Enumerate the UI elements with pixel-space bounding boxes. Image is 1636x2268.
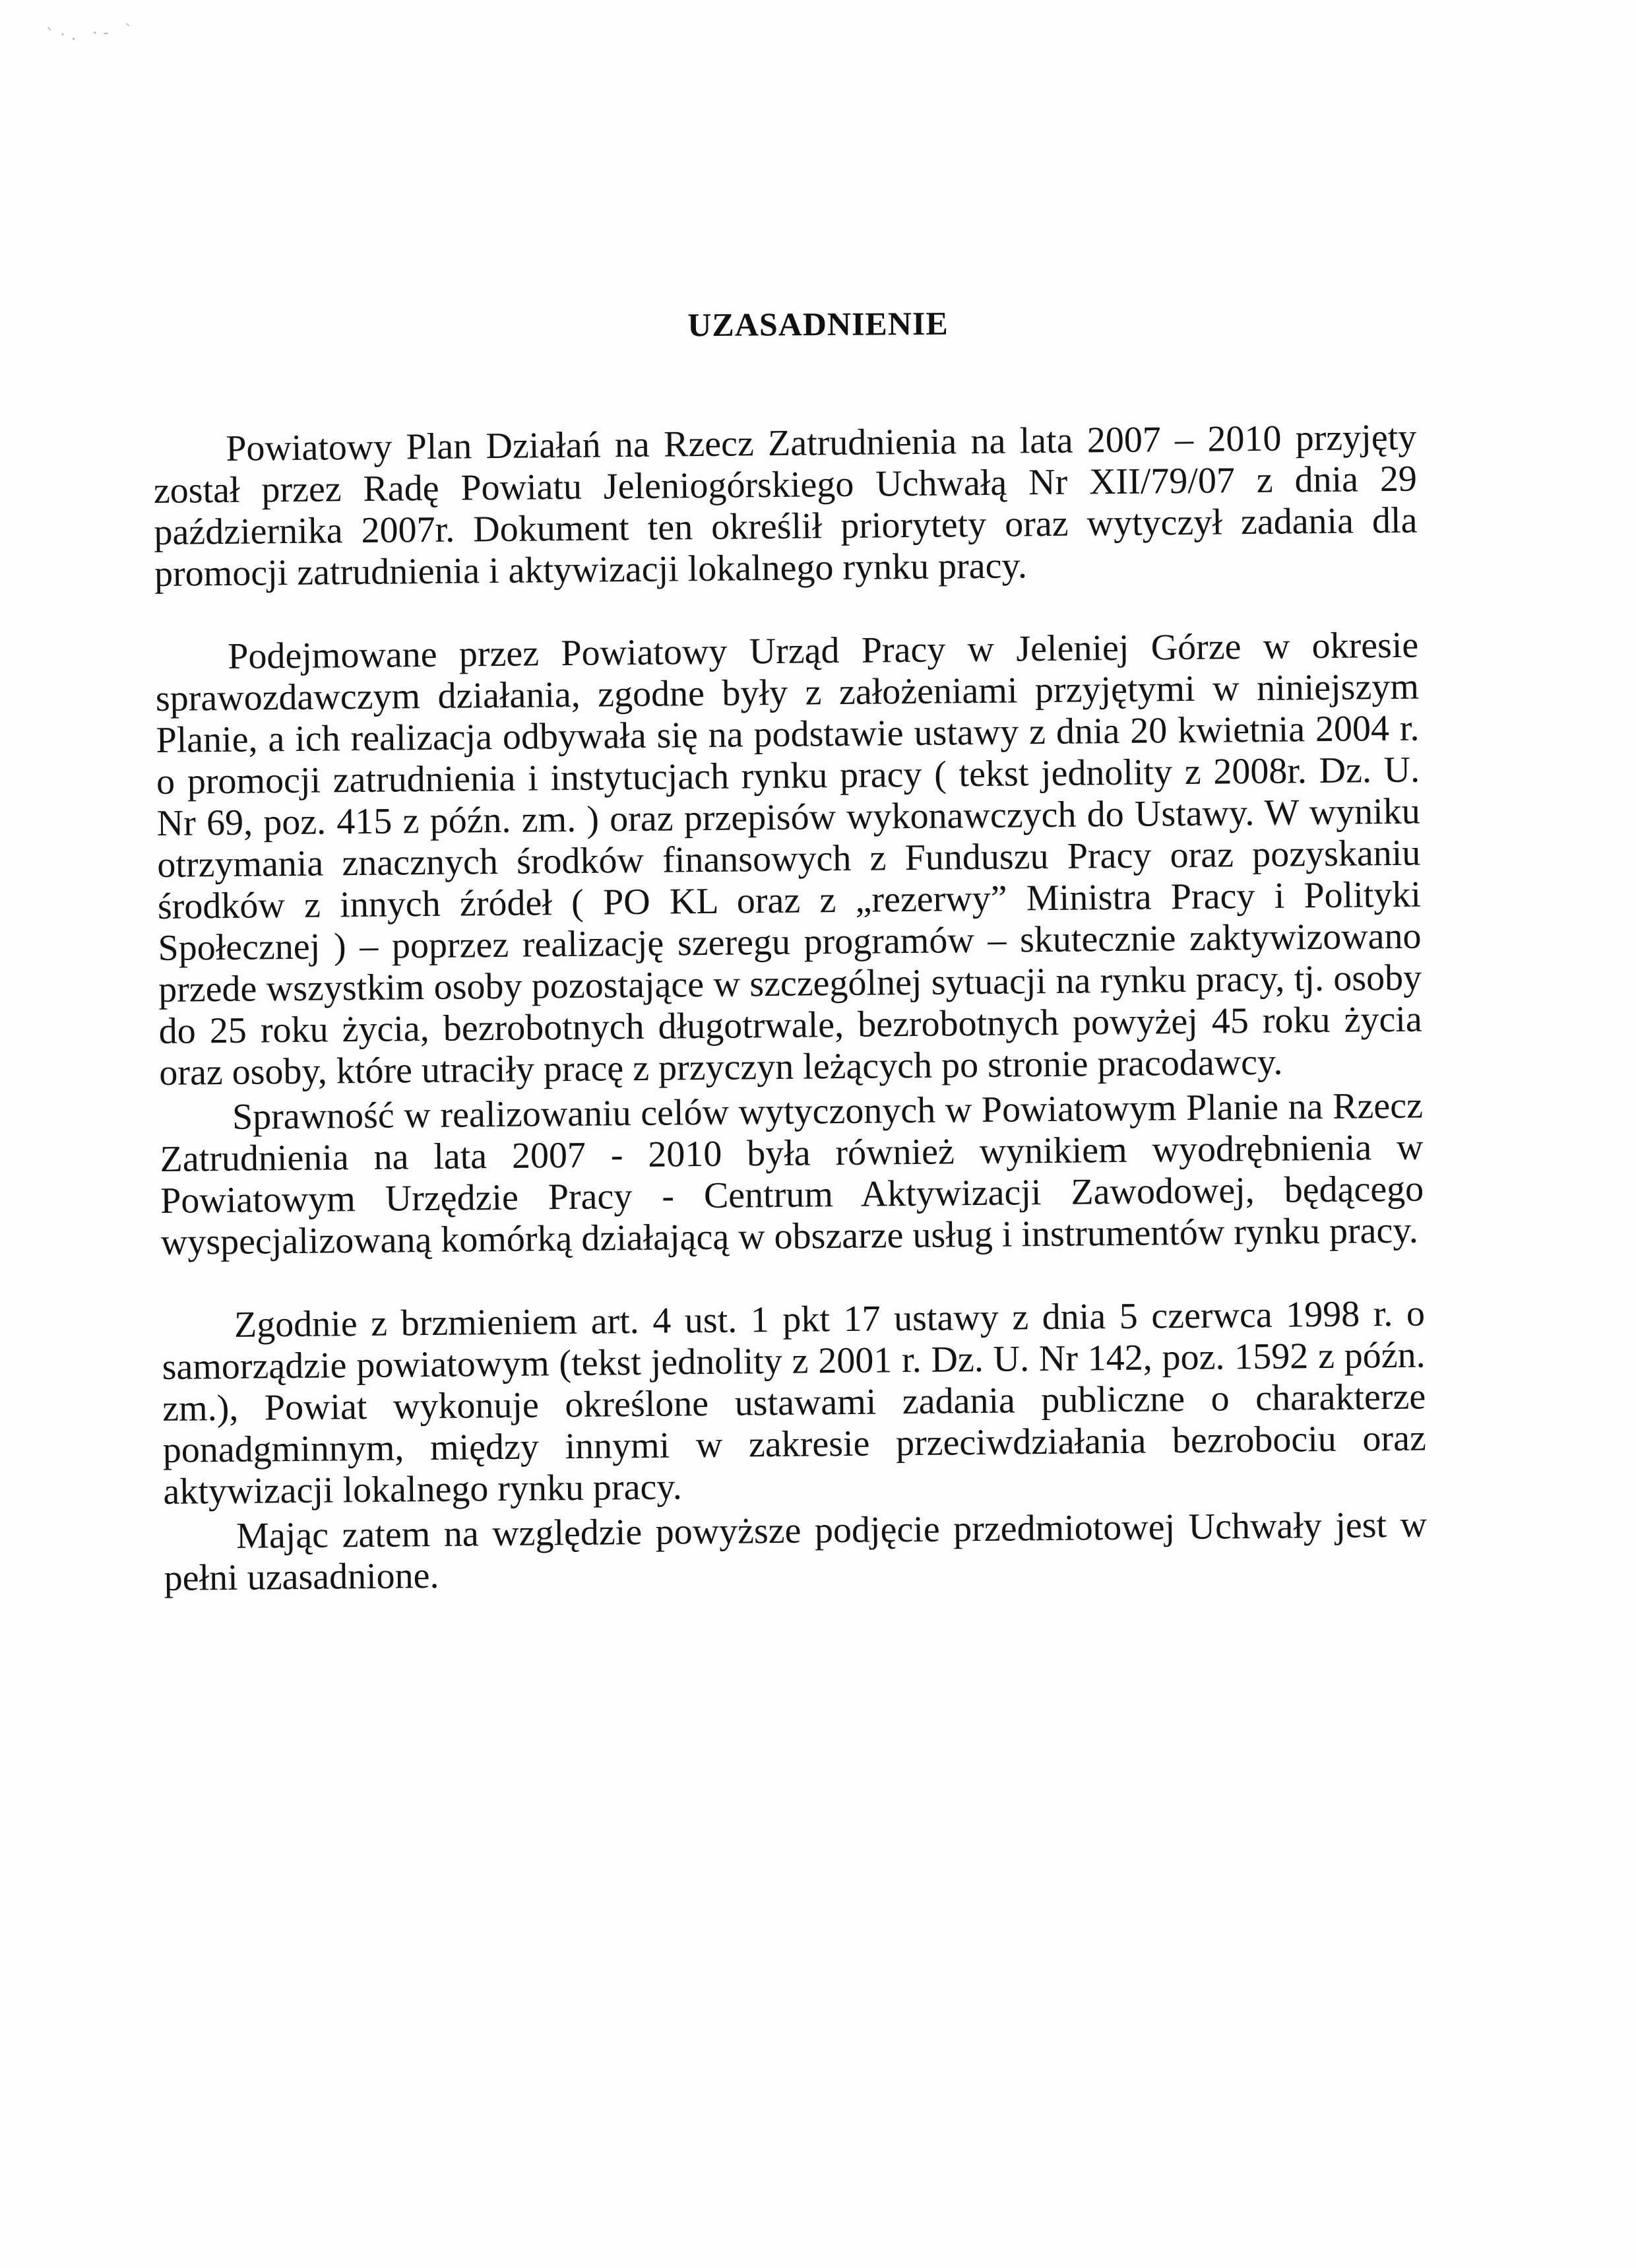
document-body bbox=[153, 417, 1428, 1600]
paragraph-plan-adoption: Powiatowy Plan Działań na Rzecz Zatrudnienia na lata 2007 – 2010 przyjęty został przez Radę Powiatu Jeleniogórskiego Uchwałą Nr XII/79/07 z dnia 29 października 2007r. Dokument ten określił priorytety oraz wytyczył zadania dla promocji zatrudnienia i aktywizacji lokalnego rynku pracy. bbox=[153, 416, 1418, 595]
paragraph-conclusion: Mając zatem na względzie powyższe podjęcie przedmiotowej Uchwały jest w pełni uzasadnione. bbox=[164, 1504, 1428, 1599]
scan-artifact-marks: `·. ·- ` bbox=[46, 21, 139, 46]
paragraph-legal-basis: Zgodnie z brzmieniem art. 4 ust. 1 pkt 17 ustawy z dnia 5 czerwca 1998 r. o samorządzie powiatowym (tekst jednolity z 2001 r. Dz. U. Nr 142, poz. 1592 z późn. zm.), Powiat wykonuje określone ustawami zadania publiczne o charakterze ponadgminnym, między innymi w zakresie przeciwdziałania bezrobociu oraz aktywizacji lokalnego rynku pracy. bbox=[162, 1293, 1427, 1512]
paragraph-efficiency: Sprawność w realizowaniu celów wytyczonych w Powiatowym Planie na Rzecz Zatrudnienia na lata 2007 - 2010 była również wynikiem wyodrębnienia w Powiatowym Urzędzie Pracy - Centrum Aktywizacji Zawodowej, będącego wyspecjalizowaną komórką działającą w obszarze usług i instrumentów rynku pracy. bbox=[160, 1085, 1424, 1263]
paragraph-pup-activities: Podejmowane przez Powiatowy Urząd Pracy w Jeleniej Górze w okresie sprawozdawczym działania, zgodne były z założeniami przyjętymi w niniejszym Planie, a ich realizacja odbywała się na podstawie ustawy z dnia 20 kwietnia 2004 r. o promocji zatrudnienia i instytucjach rynku pracy ( tekst jednolity z 2008r. Dz. U. Nr 69, poz. 415 z późn. zm. ) oraz przepisów wykonawczych do Ustawy. W wyniku otrzymania znacznych środków finansowych z Funduszu Pracy oraz pozyskaniu środków z innych źródeł ( PO KL oraz z „rezerwy” Ministra Pracy i Polityki Społecznej ) – poprzez realizację szeregu programów – skutecznie zaktywizowano przede wszystkim osoby pozostające w szczególnej sytuacji na rynku pracy, tj. osoby do 25 roku życia, bezrobotnych długotrwale, bezrobotnych powyżej 45 roku życia oraz osoby, które utraciły pracę z przyczyn leżących po stronie pracodawcy. bbox=[155, 624, 1422, 1093]
document-title: UZASADNIENIE bbox=[687, 304, 949, 344]
